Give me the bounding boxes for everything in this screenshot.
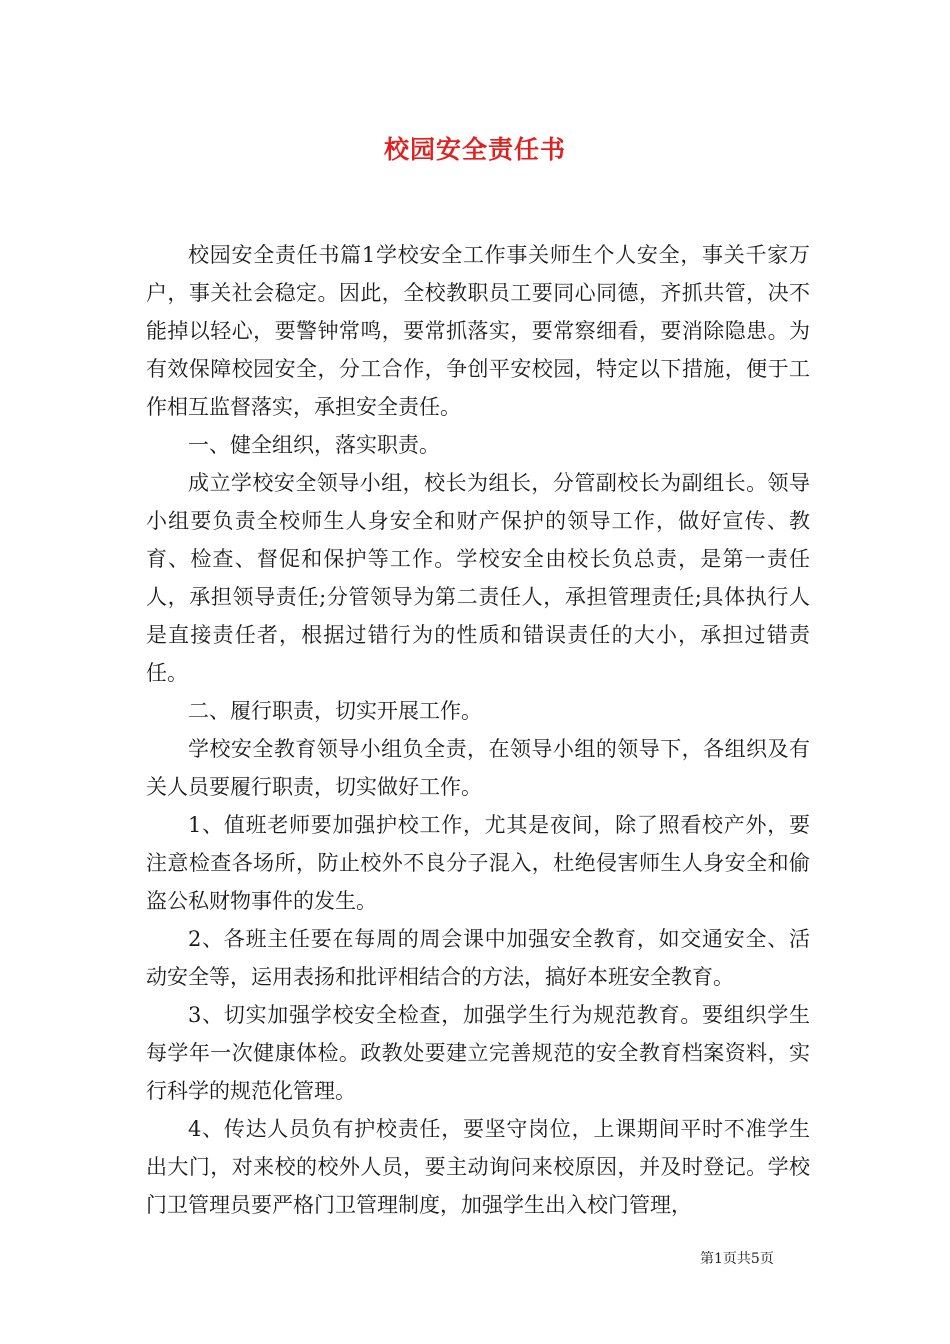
document-body (146, 236, 810, 1224)
list-item-2: 2、各班主任要在每周的周会课中加强安全教育，如交通安全、活动安全等，运用表扬和批评相结合的方法，搞好本班安全教育。 (146, 927, 810, 989)
page-title: 校园安全责任书 (383, 135, 566, 164)
paragraph-organization: 成立学校安全领导小组，校长为组长，分管副校长为副组长。领导小组要负责全校师生人身安全和财产保护的领导工作，做好宣传、教育、检查、督促和保护等工作。学校安全由校长负总责，是第一责任人，承担领导责任;分管领导为第二责任人，承担管理责任;具体执行人是直接责任者，根据过错行为的性质和错误责任的大小，承担过错责任。 (146, 471, 810, 685)
paragraph-intro: 校园安全责任书篇1学校安全工作事关师生个人安全，事关千家万户，事关社会稳定。因此，全校教职员工要同心同德，齐抓共管，决不能掉以轻心，要警钟常鸣，要常抓落实，要常察细看，要消除隐患。为有效保障校园安全，分工合作，争创平安校园，特定以下措施，便于工作相互监督落实，承担安全责任。 (146, 243, 810, 419)
list-item-4: 4、传达人员负有护校责任，要坚守岗位，上课期间平时不准学生出大门，对来校的校外人员，要主动询问来校原因，并及时登记。学校门卫管理员要严格门卫管理制度，加强学生出入校门管理， (146, 1117, 810, 1217)
list-item-1: 1、值班老师要加强护校工作，尤其是夜间，除了照看校产外，要注意检查各场所，防止校外不良分子混入，杜绝侵害师生人身安全和偷盗公私财物事件的发生。 (146, 813, 810, 913)
section-heading-1: 一、健全组织，落实职责。 (188, 433, 440, 457)
page-number-footer: 第1页共5页 (700, 1251, 774, 1267)
section-heading-2: 二、履行职责，切实开展工作。 (188, 699, 482, 723)
list-item-3: 3、切实加强学校安全检查，加强学生行为规范教育。要组织学生每学年一次健康体检。政教处要建立完善规范的安全教育档案资料，实行科学的规范化管理。 (146, 1003, 810, 1103)
paragraph-duties: 学校安全教育领导小组负全责，在领导小组的领导下，各组织及有关人员要履行职责，切实做好工作。 (146, 737, 810, 799)
